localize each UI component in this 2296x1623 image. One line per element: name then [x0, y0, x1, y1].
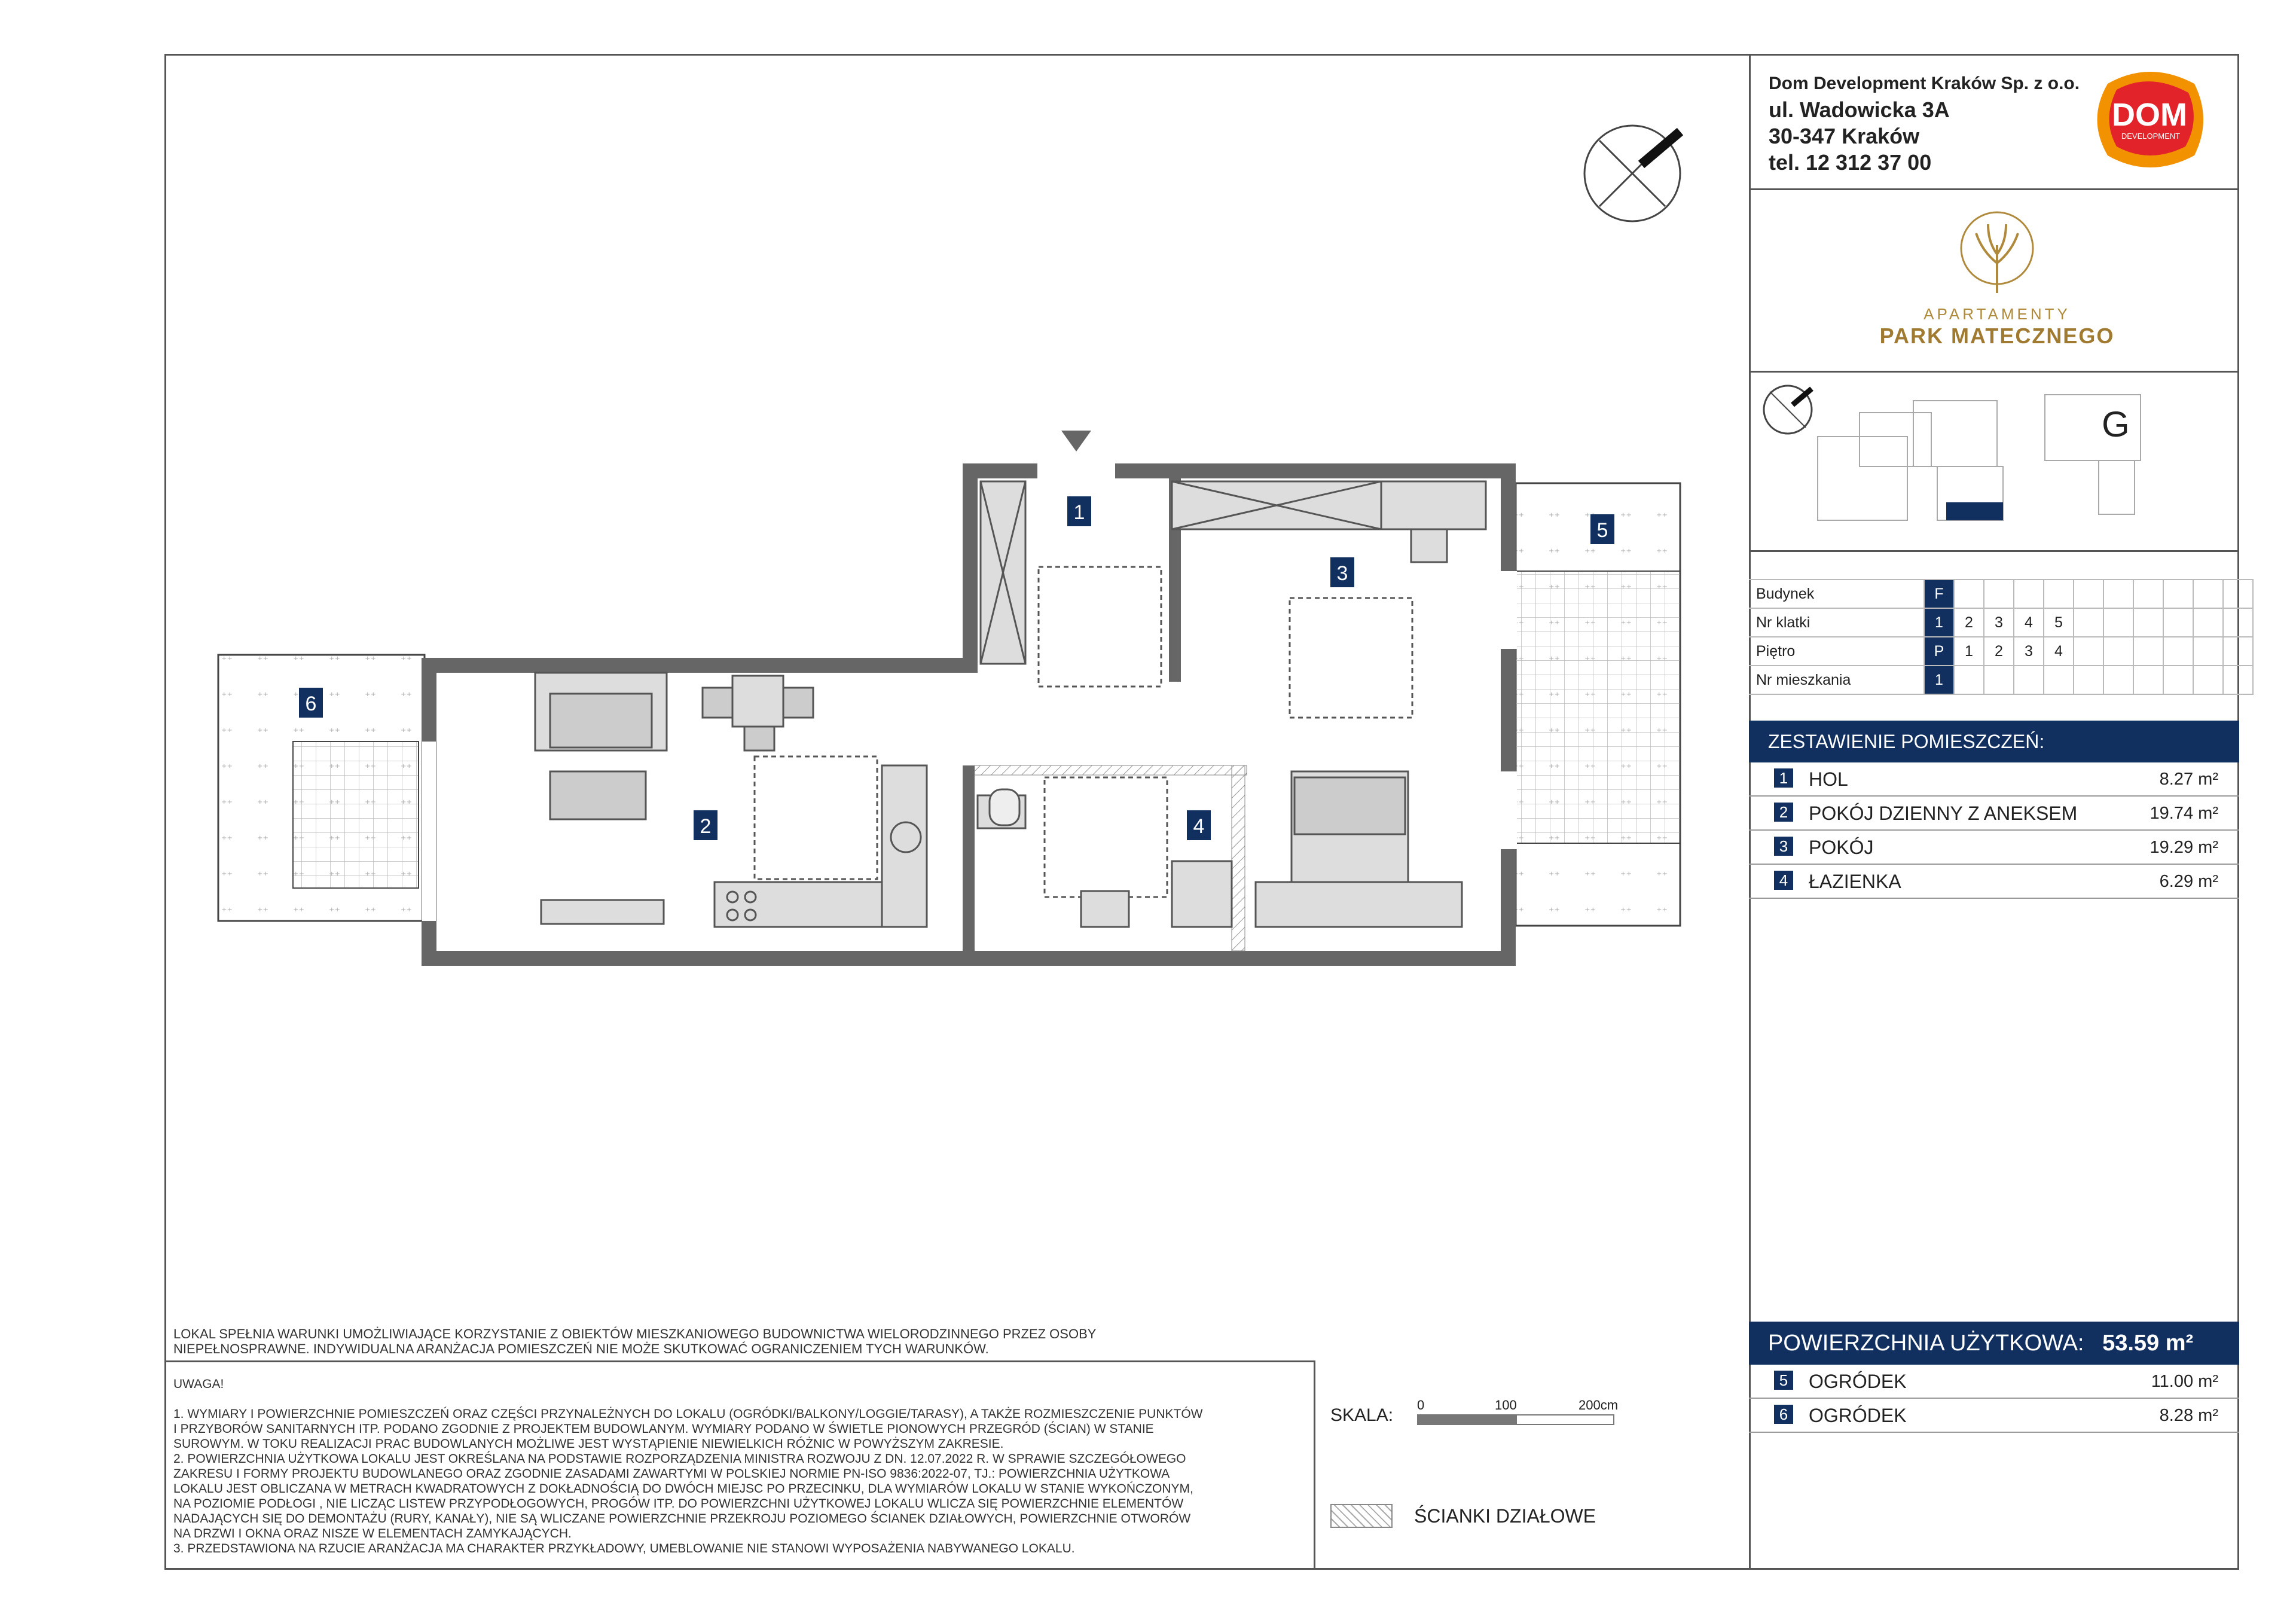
info-cell [2103, 579, 2133, 608]
room-area: 8.27 m² [2159, 770, 2218, 789]
garden-5 [1516, 483, 1680, 926]
info-cell [2133, 579, 2163, 608]
room-number: 1 [1774, 768, 1793, 788]
key-plan [1758, 377, 2236, 544]
svg-text:3: 3 [1336, 562, 1348, 585]
scale-tick-2: 200cm [1578, 1398, 1619, 1413]
furniture [535, 481, 1486, 927]
info-cell: 3 [2014, 637, 2044, 666]
compass-icon [1584, 126, 1680, 221]
info-cell [2014, 579, 2044, 608]
svg-text:5: 5 [1596, 519, 1608, 542]
hatch-swatch [1330, 1504, 1393, 1528]
info-cell [2163, 579, 2193, 608]
company-street: ul. Wadowicka 3A [1769, 97, 1950, 122]
info-cell: 4 [2044, 637, 2074, 666]
info-cell [2163, 608, 2193, 637]
legend-box [1315, 1360, 1749, 1570]
info-cell [2133, 637, 2163, 666]
company-name: Dom Development Kraków Sp. z o.o. [1769, 74, 2080, 93]
dom-development-logo [2090, 66, 2209, 173]
info-cell: 3 [1984, 608, 2014, 637]
info-cell [2074, 666, 2103, 694]
info-cell [2223, 666, 2253, 694]
info-cell [1984, 579, 2014, 608]
room-number: 4 [1774, 871, 1793, 890]
room-row [1749, 831, 2239, 865]
room-row [1749, 797, 2239, 831]
company-address [1769, 71, 2080, 176]
room-row [1749, 1399, 2239, 1433]
company-phone: tel. 12 312 37 00 [1769, 150, 1932, 175]
note-line: SUROWYM. W TOKU REALIZACJI PRAC BUDOWLANYCH MOŻLIWE JEST WYSTĄPIENIE NIEWIELKICH RÓŻNIC W POWYŻSZYM ZAKRESIE. [173, 1437, 1004, 1451]
note-line: NA DRZWI I OKNA ORAZ NISZE W ELEMENTACH ZAMYKAJĄCYCH. [173, 1527, 572, 1540]
info-cell [2103, 608, 2133, 637]
rooms-list [1749, 762, 2239, 899]
svg-text:1: 1 [1073, 501, 1085, 524]
info-cell [2193, 637, 2223, 666]
accessibility-note: LOKAL SPEŁNIA WARUNKI UMOŻLIWIAJĄCE KORZYSTANIE Z OBIEKTÓW MIESZKANIOWEGO BUDOWNICTWA WIELORODZINNEGO PRZEZ OSOBY NIEPEŁNOSPRAWNE. INDYWIDUALNA ARANŻACJA POMIESZCZEŃ NIE MOŻE SKUTKOWAĆ OGRANICZENIEM TYCH WARUNKÓW. [173, 1326, 1097, 1356]
info-cell [2044, 579, 2074, 608]
room-name: POKÓJ DZIENNY Z ANEKSEM [1809, 803, 2078, 824]
room-number: 2 [1774, 803, 1793, 822]
room-row [1749, 762, 2239, 797]
room-name: OGRÓDEK [1809, 1371, 1907, 1392]
info-row [1749, 637, 2253, 666]
room-name: ŁAZIENKA [1809, 871, 1901, 892]
note-line: NADAJĄCYCH SIĘ DO DEMONTAŻU (RURY, KANAŁY), NIE SĄ WLICZANE POWIERZCHNIE PRZEKROJU POZIOMEGO ŚCIANEK DZIAŁOWYCH, POWIERZCHNIE OTWORÓW [173, 1512, 1191, 1526]
info-cell [2014, 666, 2044, 694]
info-cell [2223, 579, 2253, 608]
info-cell: 4 [2014, 608, 2044, 637]
svg-text:2: 2 [700, 815, 712, 838]
scale-tick-1: 100 [1495, 1398, 1517, 1413]
note-line: 3. PRZEDSTAWIONA NA RZUCIE ARANŻACJA MA CHARAKTER PRZYKŁADOWY, UMEBLOWANIE NIE STANOWI WYPOSAŻENIA NABYWANEGO LOKALU. [173, 1542, 1075, 1555]
tree-logo-icon [1958, 209, 2036, 299]
info-cell [2074, 579, 2103, 608]
room-name: POKÓJ [1809, 837, 1874, 858]
note-line: NA POZIOMIE PODŁOGI , NIE LICZĄC LISTEW PRZYPODŁOGOWYCH, PROGÓW ITP. DO POWIERZCHNI UŻYTKOWEJ LOKALU WLICZA SIĘ POWIERZCHNIE ELEMENTÓW [173, 1497, 1184, 1511]
note-line: I PRZYBORÓW SANITARNYCH ITP. PODANO ZGODNIE Z PROJEKTEM BUDOWLANYM. WYMIARY PODANO W ŚWIETLE PIONOWYCH PRZEGRÓD (ŚCIAN) W STANIE [173, 1422, 1154, 1436]
info-cell: P [1924, 637, 1954, 666]
svg-text:DOM: DOM [2112, 97, 2187, 133]
note-line: LOKALU JEST OBLICZANA W METRACH KWADRATOWYCH Z DOKŁADNOŚCIĄ DO DWÓCH MIEJSC PO PRZECINKU, DLA WYMIARÓW LOKALU W STANIE WYKOŃCZONYM, [173, 1482, 1193, 1496]
room-area: 6.29 m² [2159, 872, 2218, 891]
scale-bar [1417, 1414, 1516, 1425]
info-row-label: Budynek [1749, 579, 1924, 608]
room-number: 5 [1774, 1371, 1793, 1390]
note-line: 2. POWIERZCHNIA UŻYTKOWA LOKALU JEST OKREŚLANA NA PODSTAWIE ROZPORZĄDZENIA MINISTRA ROZWOJU Z DN. 12.07.2022 R. W SPRAWIE SZCZEGÓŁOWEGO [173, 1452, 1186, 1466]
info-cell [2193, 579, 2223, 608]
room-row [1749, 1365, 2239, 1399]
room-row [1749, 865, 2239, 899]
info-cell: 1 [1954, 637, 1984, 666]
info-row [1749, 608, 2253, 637]
info-cell: 2 [1954, 608, 1984, 637]
info-cell: 1 [1924, 608, 1954, 637]
info-cell [2163, 637, 2193, 666]
project-brand [1830, 209, 2164, 349]
info-row [1749, 666, 2253, 694]
room-name: HOL [1809, 768, 1848, 790]
info-row-label: Piętro [1749, 637, 1924, 666]
brand-line1: APARTAMENTY [1923, 305, 2071, 323]
legend-partition-walls: ŚCIANKI DZIAŁOWE [1414, 1505, 1596, 1527]
room-number: 3 [1774, 837, 1793, 856]
info-cell [2103, 637, 2133, 666]
entry-arrow-icon [1061, 431, 1091, 451]
info-cell [2074, 608, 2103, 637]
info-cell [2074, 637, 2103, 666]
svg-text:6: 6 [305, 692, 317, 715]
info-cell [1954, 666, 1984, 694]
info-cell: 5 [2044, 608, 2074, 637]
info-row-label: Nr mieszkania [1749, 666, 1924, 694]
note-line: 1. WYMIARY I POWIERZCHNIE POMIESZCZEŃ ORAZ CZĘŚCI PRZYNALEŻNYCH DO LOKALU (OGRÓDKI/BALKONY/LOGGIE/TARASY), A TAKŻE ROZMIESZCZENIE PUNKTÓW [173, 1407, 1203, 1421]
notes-title: UWAGA! [173, 1377, 224, 1391]
info-row [1749, 579, 2253, 608]
brand-line2: PARK MATECZNEGO [1879, 324, 2115, 348]
info-cell: F [1924, 579, 1954, 608]
svg-text:DEVELOPMENT: DEVELOPMENT [2121, 132, 2181, 141]
info-cell: 2 [1984, 637, 2014, 666]
info-cell [1954, 579, 1984, 608]
info-cell [2193, 666, 2223, 694]
company-city: 30-347 Kraków [1769, 124, 1920, 148]
usable-area-bar [1749, 1322, 2239, 1365]
scale-tick-0: 0 [1417, 1398, 1425, 1413]
rooms-header: ZESTAWIENIE POMIESZCZEŃ: [1749, 721, 2239, 762]
room-area: 11.00 m² [2151, 1372, 2218, 1391]
unit-info-table [1749, 579, 2254, 695]
info-cell [2193, 608, 2223, 637]
info-cell [2133, 666, 2163, 694]
info-cell [1984, 666, 2014, 694]
info-cell [2223, 608, 2253, 637]
info-cell: 1 [1924, 666, 1954, 694]
svg-text:4: 4 [1193, 815, 1205, 838]
room-area: 19.74 m² [2150, 804, 2218, 823]
info-cell [2103, 666, 2133, 694]
info-cell [2044, 666, 2074, 694]
info-row-label: Nr klatki [1749, 608, 1924, 637]
room-number: 6 [1774, 1405, 1793, 1424]
info-cell [2163, 666, 2193, 694]
scale-label: SKALA: [1330, 1405, 1394, 1425]
extras-list [1749, 1365, 2239, 1433]
info-cell [2133, 608, 2163, 637]
room-area: 19.29 m² [2150, 838, 2218, 857]
room-name: OGRÓDEK [1809, 1405, 1907, 1426]
usable-area-value: 53.59 m² [2102, 1331, 2194, 1356]
scale-bar-empty [1516, 1414, 1614, 1425]
notes-text [173, 1377, 1202, 1556]
info-cell [2223, 637, 2253, 666]
room-area: 8.28 m² [2159, 1406, 2218, 1425]
building-letter: G [2102, 404, 2130, 444]
usable-area-label: POWIERZCHNIA UŻYTKOWA: [1768, 1331, 2084, 1356]
note-line: ZAKRESU I FORMY PROJEKTU BUDOWLANEGO ORAZ ZGODNIE ZASADAMI ZAWARTYMI W POLSKIEJ NORMIE PN-ISO 9836:2022-07, TJ.: POWIERZCHNIA UŻYTKOWA [173, 1467, 1170, 1481]
